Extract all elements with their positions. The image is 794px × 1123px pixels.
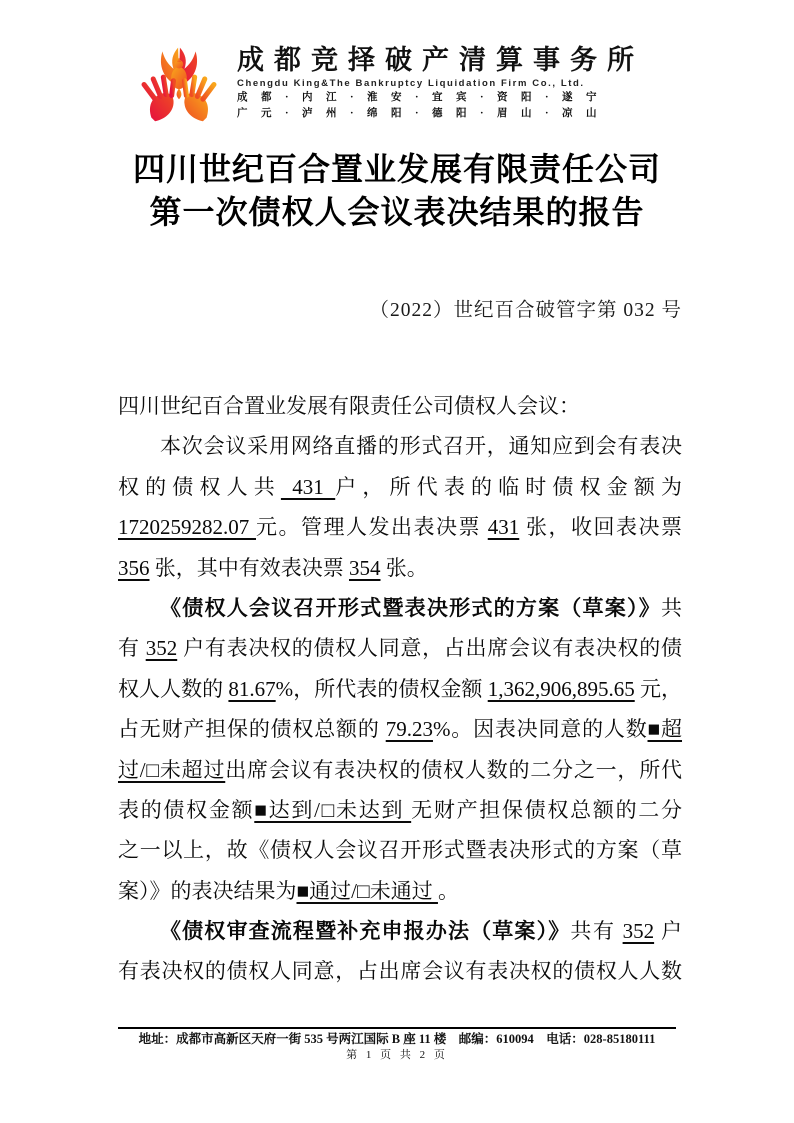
body-text-segment: 本次会议采用网络直播的形式召开，通知应到会有表决 bbox=[160, 434, 682, 459]
body-text-segment: 354 bbox=[349, 555, 381, 580]
body-text-segment: 有表决权的债权人同意，占出席会议有表决权的债权人人数 bbox=[118, 959, 682, 984]
body-line bbox=[118, 669, 682, 709]
body-line bbox=[118, 548, 682, 588]
body-text-segment: 张，收回表决票 bbox=[519, 515, 682, 540]
body-text-segment: 元， bbox=[634, 676, 683, 701]
body-text-segment: 无财产担保债权总额的二分 bbox=[411, 797, 683, 822]
body-line bbox=[118, 507, 682, 547]
body-text-segment: ■达到/□未达到 bbox=[254, 797, 412, 822]
phoenix-hands-logo-icon bbox=[131, 44, 227, 136]
body-text-segment: 张。 bbox=[380, 555, 428, 580]
body-text-segment: 户，所代表的临时债权金额为 bbox=[335, 474, 683, 499]
body-line bbox=[118, 467, 682, 507]
firm-name-en: Chengdu King&The Bankruptcy Liquidation Firm Co., Ltd. bbox=[237, 78, 585, 89]
firm-name-cn: 成都竞择破产清算事务所 bbox=[237, 45, 644, 75]
body-text-segment: 张，其中有效表决票 bbox=[149, 555, 349, 580]
body-text-segment: 户有表决权的债权人同意，占出席会议有表决权的债 bbox=[177, 636, 683, 661]
firm-cities-line2: 广元·泸州·绵阳·德阳·眉山·凉山 bbox=[237, 108, 611, 119]
body-line bbox=[118, 951, 682, 991]
body-text-segment: 356 bbox=[118, 555, 150, 580]
body-line bbox=[118, 750, 682, 790]
document-title bbox=[0, 148, 794, 234]
body-line bbox=[118, 426, 682, 466]
body-text-segment: 元。管理人发出表决票 bbox=[256, 515, 488, 540]
footer-divider bbox=[118, 1027, 676, 1029]
body-text-segment: 431 bbox=[280, 474, 336, 499]
body-text-segment: ■通过/□未通过 bbox=[296, 878, 438, 903]
body-text-segment: 352 bbox=[145, 636, 178, 661]
body-line bbox=[118, 871, 682, 911]
body-line bbox=[118, 911, 682, 951]
body-line bbox=[118, 830, 682, 870]
body-text-segment: 81.67 bbox=[228, 676, 276, 701]
body-text-segment: %。因表决同意的人数 bbox=[432, 717, 648, 742]
body-text-segment: 。 bbox=[437, 878, 459, 903]
body-line bbox=[118, 790, 682, 830]
document-title-line2: 第一次债权人会议表决结果的报告 bbox=[149, 194, 645, 230]
body-line bbox=[118, 628, 682, 668]
body-text-segment: 案）》的表决结果为 bbox=[118, 878, 297, 903]
body-text-segment: 出席会议有表决权的债权人数的二分之一，所代 bbox=[225, 757, 682, 782]
body-text-segment: 1720259282.07 bbox=[118, 515, 256, 540]
body-text-segment: 过/□未超过 bbox=[118, 757, 226, 782]
body-text-segment: 权的债权人共 bbox=[118, 474, 281, 499]
page-indicator: 第 1 页 共 2 页 bbox=[346, 1049, 448, 1061]
body-text-segment: 《债权审查流程暨补充申报办法（草案）》 bbox=[160, 920, 571, 944]
body-text-segment: 352 bbox=[622, 919, 655, 944]
body-text-segment: 有 bbox=[118, 636, 146, 661]
document-title-line1: 四川世纪百合置业发展有限责任公司 bbox=[132, 151, 661, 187]
body-text-segment: 1,362,906,895.65 bbox=[487, 676, 635, 701]
body-text-segment: ■超 bbox=[647, 717, 683, 742]
body-text-segment: 户 bbox=[654, 919, 683, 944]
body-line bbox=[118, 386, 682, 426]
body-line bbox=[118, 588, 682, 628]
body-text-segment: 之一以上，故《债权人会议召开形式暨表决形式的方案（草 bbox=[118, 838, 682, 863]
body-text-segment: 权人人数的 bbox=[118, 676, 229, 701]
body-text-segment: %，所代表的债权金额 bbox=[275, 676, 488, 701]
firm-cities-line1: 成都·内江·淮安·宜宾·资阳·遂宁 bbox=[237, 92, 611, 103]
body-line bbox=[118, 709, 682, 749]
body-text-segment: 79.23 bbox=[385, 717, 433, 742]
body-text-segment: 表的债权金额 bbox=[118, 797, 255, 822]
footer-address: 地址：成都市高新区天府一街 535 号两江国际 B 座 11 楼 邮编：610094 电话：028-85180111 bbox=[138, 1032, 656, 1046]
document-body bbox=[118, 386, 682, 992]
body-text-segment: 占无财产担保的债权总额的 bbox=[118, 717, 386, 742]
body-text-segment: 共有 bbox=[570, 919, 623, 944]
body-text-segment: 《债权人会议召开形式暨表决形式的方案（草案）》 bbox=[160, 596, 661, 620]
letterhead-text bbox=[237, 44, 661, 122]
document-number: （2022）世纪百合破管字第 032 号 bbox=[369, 300, 682, 321]
body-text-segment: 431 bbox=[487, 515, 520, 540]
body-text-segment: 共 bbox=[661, 595, 682, 620]
letterhead bbox=[131, 44, 661, 136]
body-text-segment: 四川世纪百合置业发展有限责任公司债权人会议： bbox=[118, 394, 580, 418]
